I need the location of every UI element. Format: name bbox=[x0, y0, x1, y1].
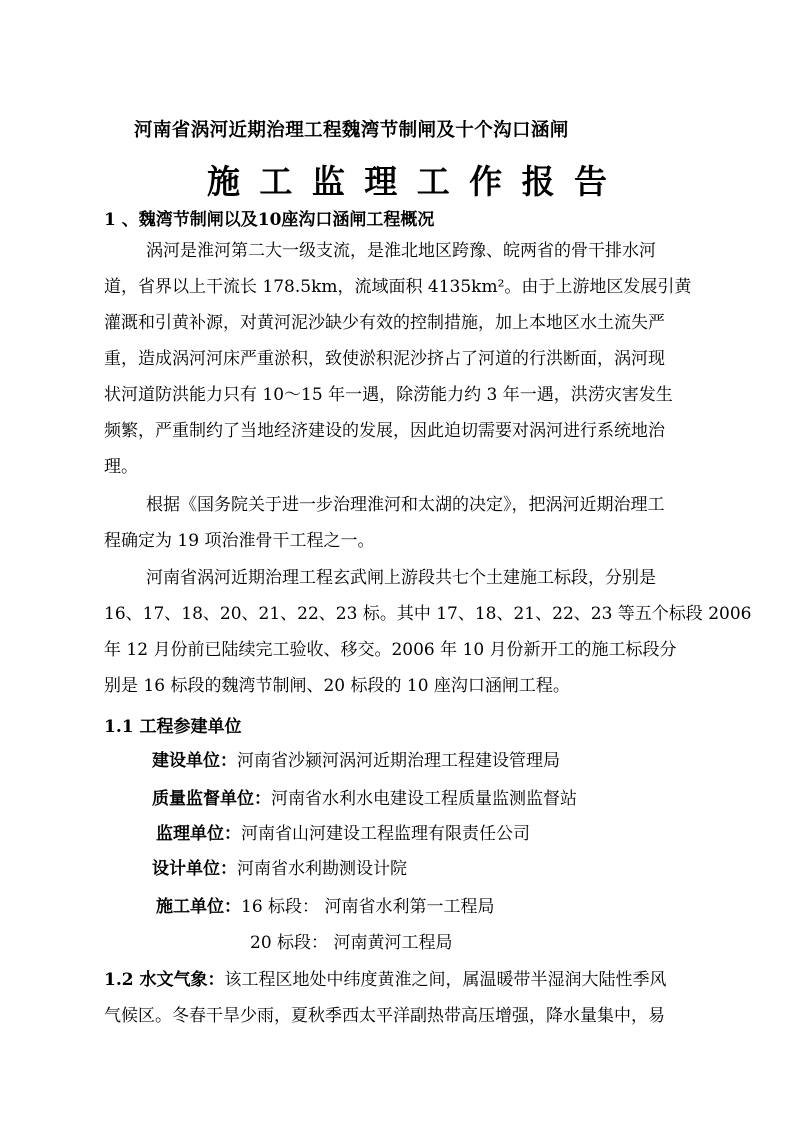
paragraph-1-line: 涡河是淮河第二大一级支流，是淮北地区跨豫、皖两省的骨干排水河 bbox=[146, 241, 656, 261]
unit-value: 河南省水利勘测设计院 bbox=[237, 859, 407, 879]
report-title: 施工监理工作报告 bbox=[207, 162, 607, 201]
paragraph-2-line: 程确定为 19 项治淮骨干工程之一。 bbox=[104, 531, 375, 551]
paragraph-1-line: 频繁，严重制约了当地经济建设的发展，因此迫切需要对涡河进行系统地治 bbox=[104, 421, 665, 441]
paragraph-3-line: 别是 16 标段的魏湾节制闸、20 标段的 10 座沟口涵闸工程。 bbox=[104, 676, 570, 696]
paragraph-3-line: 河南省涡河近期治理工程玄武闸上游段共七个土建施工标段，分别是 bbox=[146, 568, 656, 588]
paragraph-1-line: 灌溉和引黄补源，对黄河泥沙缺少有效的控制措施，加上本地区水土流失严 bbox=[104, 313, 665, 333]
unit-value: 河南省水利水电建设工程质量监测监督站 bbox=[271, 789, 577, 809]
report-subtitle: 河南省涡河近期治理工程魏湾节制闸及十个沟口涵闸 bbox=[134, 120, 569, 141]
paragraph-1-line: 重，造成涡河河床严重淤积，致使淤积泥沙挤占了河道的行洪断面，涡河现 bbox=[104, 349, 665, 369]
unit-row bbox=[152, 750, 560, 772]
paragraph-1-line: 状河道防洪能力只有 10～15 年一遇，除涝能力约 3 年一遇，洪涝灾害发生 bbox=[104, 385, 673, 405]
unit-value: 河南省沙颍河涡河近期治理工程建设管理局 bbox=[237, 751, 560, 771]
paragraph-1-line: 理。 bbox=[104, 457, 138, 477]
paragraph-2-line: 根据《国务院关于进一步治理淮河和太湖的决定》，把涡河近期治理工 bbox=[146, 495, 665, 515]
unit-value: 16 标段： 河南省水利第一工程局 bbox=[241, 897, 495, 917]
section-1-2-line bbox=[104, 969, 667, 991]
paragraph-3-line: 16、17、18、20、21、22、23 标。其中 17、18、21、22、23 等五个标段 2006 bbox=[104, 604, 752, 624]
unit-row-continued: 20 标段： 河南黄河工程局 bbox=[250, 933, 453, 953]
paragraph-3-line: 年 12 月份前已陆续完工验收、移交。2006 年 10 月份新开工的施工标段分 bbox=[104, 640, 677, 660]
unit-label: 施工单位： bbox=[156, 897, 241, 917]
unit-value: 河南省山河建设工程监理有限责任公司 bbox=[241, 824, 530, 844]
unit-label: 设计单位： bbox=[152, 859, 237, 879]
section-1-2-heading: 1.2 水文气象： bbox=[104, 970, 225, 990]
unit-label: 质量监督单位： bbox=[152, 789, 271, 809]
section-1-2-line: 气候区。冬春干旱少雨，夏秋季西太平洋副热带高压增强，降水量集中，易 bbox=[104, 1006, 665, 1026]
section-1-heading: 1 、魏湾节制闸以及10座沟口涵闸工程概况 bbox=[104, 210, 435, 230]
unit-row bbox=[156, 823, 530, 845]
section-1-2-text: 该工程区地处中纬度黄淮之间，属温暖带半湿润大陆性季风 bbox=[224, 970, 667, 990]
unit-row bbox=[152, 788, 577, 810]
unit-row bbox=[152, 858, 407, 880]
unit-label: 建设单位： bbox=[152, 751, 237, 771]
unit-label: 监理单位： bbox=[156, 824, 241, 844]
section-1-1-heading: 1.1 工程参建单位 bbox=[104, 717, 242, 737]
unit-row bbox=[156, 896, 494, 918]
paragraph-1-line: 道，省界以上干流长 178.5km，流域面积 4135km²。由于上游地区发展引黄 bbox=[104, 277, 692, 297]
